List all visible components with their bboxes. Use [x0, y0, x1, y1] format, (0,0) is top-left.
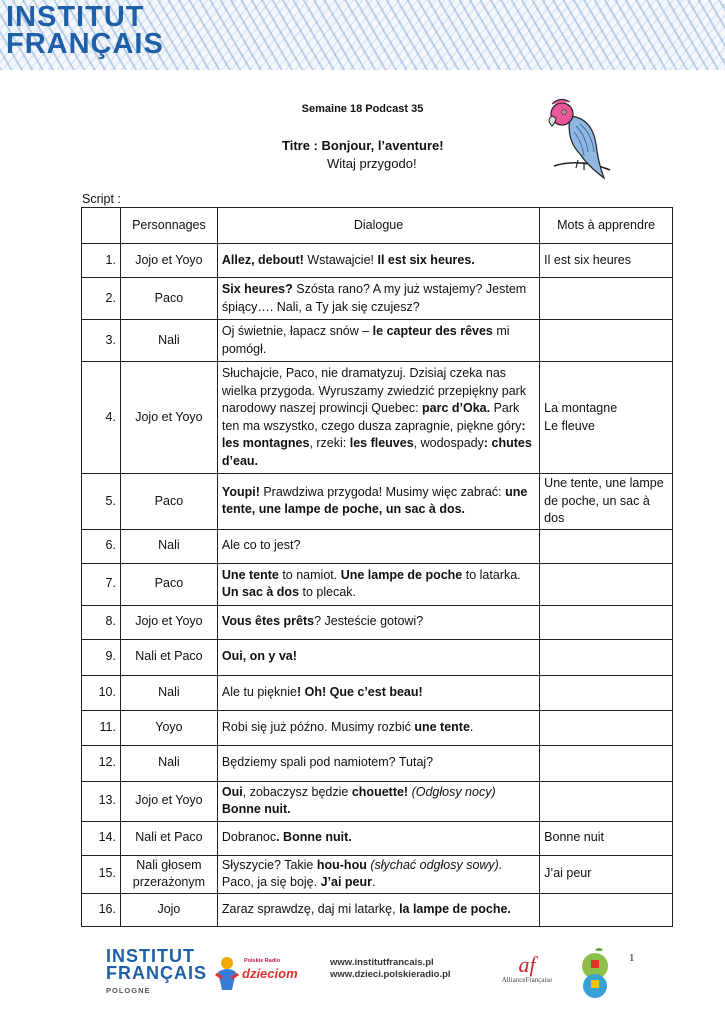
dialogue-cell: Ale co to jest? [217, 529, 539, 563]
dialogue-cell: Allez, debout! Wstawajcie! Il est six heures. [217, 244, 539, 278]
table-row: 8. Jojo et Yoyo Vous êtes prêts? Jesteście gotowi? [82, 605, 673, 639]
table-row: 15. Nali głosem przerażonym Słyszycie? Takie hou-hou (słychać odgłosy sowy). Paco, ja się boję. J’ai peur. J’ai peur [82, 855, 673, 893]
header-number [82, 208, 121, 244]
dialogue-cell: Oui, zobaczysz będzie chouette! (Odgłosy nocy) Bonne nuit. [217, 781, 539, 821]
dialogue-cell: Vous êtes prêts? Jesteście gotowi? [217, 605, 539, 639]
dialogue-cell: Dobranoc. Bonne nuit. [217, 821, 539, 855]
polskie-radio-dzieciom-logo: Polskie Radio dzieciom [212, 954, 288, 994]
title-translation: Witaj przygodo! [327, 156, 417, 171]
table-row: 13. Jojo et Yoyo Oui, zobaczysz będzie chouette! (Odgłosy nocy) Bonne nuit. [82, 781, 673, 821]
institut-francais-pologne-logo: INSTITUT FRANÇAIS POLOGNE [106, 946, 207, 995]
dialogue-cell: Oui, on y va! [217, 639, 539, 675]
header-banner [0, 0, 725, 70]
dialogue-cell: Oj świetnie, łapacz snów – le capteur des rêves mi pomógł. [217, 320, 539, 362]
dialogue-cell: Youpi! Prawdziwa przygoda! Musimy więc zabrać: une tente, une lampe de poche, un sac à dos. [217, 474, 539, 530]
url-institut[interactable]: www.institutfrancais.pl [330, 957, 434, 968]
table-row: 11. Yoyo Robi się już późno. Musimy rozbić une tente. [82, 710, 673, 745]
table-row: 4. Jojo et Yoyo Słuchajcie, Paco, nie dramatyzuj. Dzisiaj czeka nas wielka przygoda. Wyruszamy zwiedzić przepiękny park narodowy naszej prowincji Quebec: parc d’Oka. Park ten ma wszystko, czego dusza zapragnie, piękne góry: les montagnes, rzeki: les fleuves, wodospady: chutes d’eau. La montagne Le fleuve [82, 362, 673, 474]
footer-urls [330, 957, 451, 981]
header-characters: Personnages [120, 208, 217, 244]
table-row: 3. Nali Oj świetnie, łapacz snów – le capteur des rêves mi pomógł. [82, 320, 673, 362]
dialogue-cell: Słuchajcie, Paco, nie dramatyzuj. Dzisiaj czeka nas wielka przygoda. Wyruszamy zwiedzić przepiękny park narodowy naszej prowincji Quebec: parc d’Oka. Park ten ma wszystko, czego dusza zapragnie, piękne góry: les montagnes, rzeki: les fleuves, wodospady: chutes d’eau. [217, 362, 539, 474]
episode-label: Semaine 18 Podcast 35 [301, 103, 424, 115]
parrot-illustration [540, 96, 612, 182]
title: Titre : Bonjour, l’aventure! [282, 138, 444, 153]
dialogue-cell: Six heures? Szósta rano? A my już wstajemy? Jestem śpiący…. Nali, a Ty jak się czujesz? [217, 278, 539, 320]
script-label: Script : [82, 192, 121, 206]
dialogue-cell: Zaraz sprawdzę, daj mi latarkę, la lampe de poche. [217, 893, 539, 926]
radio-figure-icon [212, 954, 242, 994]
table-row: 9. Nali et Paco Oui, on y va! [82, 639, 673, 675]
dialogue-table [81, 207, 673, 927]
header-dialogue: Dialogue [217, 208, 539, 244]
table-row: 7. Paco Une tente to namiot. Une lampe de poche to latarka. Un sac à dos to plecak. [82, 563, 673, 605]
institut-francais-logo: INSTITUT FRANÇAIS [6, 1, 164, 60]
alliance-francaise-logo: af AllianceFrançaise [501, 952, 553, 984]
page-number: 1 [629, 952, 635, 964]
dialogue-cell: Będziemy spali pod namiotem? Tutaj? [217, 745, 539, 781]
dialogue-cell: Słyszycie? Takie hou-hou (słychać odgłosy sowy). Paco, ja się boję. J’ai peur. [217, 855, 539, 893]
table-row: 14. Nali et Paco Dobranoc. Bonne nuit. Bonne nuit [82, 821, 673, 855]
table-row: 12. Nali Będziemy spali pod namiotem? Tutaj? [82, 745, 673, 781]
dialogue-cell: Robi się już późno. Musimy rozbić une tente. [217, 710, 539, 745]
table-header-row [82, 208, 673, 244]
table-row: 5. Paco Youpi! Prawdziwa przygoda! Musimy więc zabrać: une tente, une lampe de poche, un sac à dos. Une tente, une lampe de poche, un sac à dos [82, 474, 673, 530]
table-row: 6. Nali Ale co to jest? [82, 529, 673, 563]
header-words: Mots à apprendre [540, 208, 673, 244]
table-row: 16. Jojo Zaraz sprawdzę, daj mi latarkę, la lampe de poche. [82, 893, 673, 926]
dialogue-cell: Une tente to namiot. Une lampe de poche to latarka. Un sac à dos to plecak. [217, 563, 539, 605]
table-row: 2. Paco Six heures? Szósta rano? A my już wstajemy? Jestem śpiący…. Nali, a Ty jak się czujesz? [82, 278, 673, 320]
table-row: 10. Nali Ale tu pięknie! Oh! Que c’est beau! [82, 675, 673, 710]
table-row: 1. Jojo et Yoyo Allez, debout! Wstawajcie! Il est six heures. Il est six heures [82, 244, 673, 278]
cultural-centre-logo [573, 946, 617, 1004]
url-polskieradio[interactable]: www.dzieci.polskieradio.pl [330, 969, 451, 980]
dialogue-cell: Ale tu pięknie! Oh! Que c’est beau! [217, 675, 539, 710]
footer-logos [0, 940, 725, 1024]
